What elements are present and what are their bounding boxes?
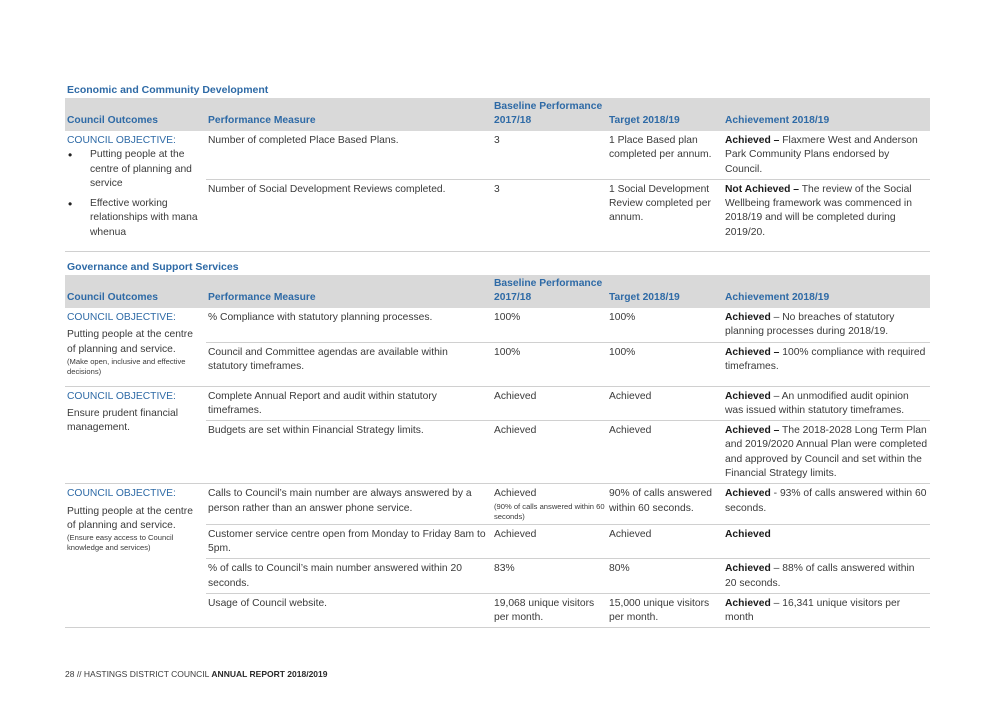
baseline-cell: Achieved [492, 386, 607, 421]
achievement-cell [723, 386, 930, 421]
achievement-cell [723, 593, 930, 628]
header-target: Target 2018/19 [607, 98, 723, 131]
achievement-detail: The review of the Social Wellbeing framework was commenced in 2018/19 and will be completed during 2019/20. [725, 183, 912, 238]
target-cell: 90% of calls answered within 60 seconds. [607, 484, 723, 524]
achievement-cell [723, 131, 930, 179]
target-cell: Achieved [607, 386, 723, 421]
measure-cell: Number of Social Development Reviews completed. [206, 179, 492, 251]
council-outcome-cell [65, 386, 206, 484]
achievement-detail: Flaxmere West and Anderson Park Community Plans endorsed by Council. [725, 135, 918, 175]
measure-cell: Calls to Council’s main number are always answered by a person rather than an answer phone service. [206, 484, 492, 524]
target-cell: 1 Social Development Review completed per annum. [607, 179, 723, 251]
target-cell: 100% [607, 342, 723, 386]
achievement-detail: – 88% of calls answered within 20 seconds. [725, 563, 915, 589]
achievement-status: Achieved – [725, 425, 780, 437]
header-council-outcomes: Council Outcomes [65, 275, 206, 308]
achievement-detail: – 16,341 unique visitors per month [725, 597, 901, 624]
footer-prefix: 28 // HASTINGS DISTRICT COUNCIL [65, 669, 212, 679]
baseline-cell: 3 [492, 131, 607, 179]
header-performance-measure: Performance Measure [206, 275, 492, 308]
target-cell: 1 Place Based plan completed per annum. [607, 131, 723, 179]
measure-cell: Complete Annual Report and audit within statutory timeframes. [206, 386, 492, 421]
header-achievement: Achievement 2018/19 [723, 275, 930, 308]
measure-cell: Council and Committee agendas are available within statutory timeframes. [206, 342, 492, 386]
governance-table [65, 275, 930, 628]
header-target: Target 2018/19 [607, 275, 723, 308]
header-performance-measure: Performance Measure [206, 98, 492, 131]
achievement-status: Achieved [725, 563, 771, 575]
baseline-cell: Achieved [492, 524, 607, 559]
achievement-status: Not Achieved – [725, 183, 800, 195]
economic-table [65, 98, 930, 252]
measure-cell: Usage of Council website. [206, 593, 492, 628]
header-council-outcomes: Council Outcomes [65, 98, 206, 131]
target-cell: 15,000 unique visitors per month. [607, 593, 723, 628]
achievement-cell [723, 179, 930, 251]
objective-note: (Make open, inclusive and effective decisions) [67, 356, 186, 376]
council-outcome-cell [65, 308, 206, 386]
objective-text: Ensure prudent financial management. [67, 407, 179, 434]
bullet-item: • Effective working relationships with mana whenua [87, 197, 204, 240]
achievement-cell [723, 484, 930, 524]
baseline-cell: 3 [492, 179, 607, 251]
achievement-status: Achieved [725, 312, 771, 323]
target-cell: 100% [607, 308, 723, 342]
baseline-cell [492, 484, 607, 524]
footer-report-title: ANNUAL REPORT 2018/2019 [211, 669, 328, 679]
achievement-status: Achieved [725, 528, 771, 540]
achievement-status: Achieved – [725, 346, 780, 358]
achievement-detail: – No breaches of statutory planning processes during 2018/19. [725, 312, 895, 338]
achievement-detail: The 2018-2028 Long Term Plan and 2019/2020 Annual Plan were completed and approved by Council and set within the Financial Strategy limits. [725, 425, 928, 480]
achievement-status: Achieved [725, 488, 771, 500]
council-outcome-cell [65, 484, 206, 628]
achievement-detail: – An unmodified audit opinion was issued within statutory timeframes. [725, 390, 909, 416]
header-baseline: Baseline Performance 2017/18 [492, 275, 607, 308]
achievement-cell [723, 421, 930, 484]
section-title-economic: Economic and Community Development [67, 84, 269, 96]
objective-label: COUNCIL OBJECTIVE: [67, 135, 176, 146]
achievement-status: Achieved – [725, 135, 780, 146]
council-outcome-cell [65, 131, 206, 251]
baseline-cell: Achieved [492, 421, 607, 484]
baseline-cell: 83% [492, 559, 607, 594]
objective-text: Putting people at the centre of planning and service. [67, 329, 193, 355]
header-achievement: Achievement 2018/19 [723, 98, 930, 131]
achievement-cell [723, 342, 930, 386]
achievement-detail: 100% compliance with required timeframes. [725, 346, 926, 372]
baseline-cell: 100% [492, 342, 607, 386]
baseline-cell: 100% [492, 308, 607, 342]
target-cell: Achieved [607, 524, 723, 559]
baseline-value: Achieved [494, 488, 537, 500]
achievement-cell [723, 308, 930, 342]
objective-bullets [67, 148, 204, 240]
bullet-item: • Putting people at the centre of planning and service [87, 148, 204, 191]
target-cell: 80% [607, 559, 723, 594]
measure-cell: % of calls to Council’s main number answered within 20 seconds. [206, 559, 492, 594]
target-cell: Achieved [607, 421, 723, 484]
baseline-note: (90% of calls answered within 60 seconds) [494, 501, 605, 521]
objective-label: COUNCIL OBJECTIVE: [67, 488, 176, 500]
objective-label: COUNCIL OBJECTIVE: [67, 390, 176, 402]
measure-cell: Number of completed Place Based Plans. [206, 131, 492, 179]
achievement-status: Achieved [725, 597, 771, 609]
objective-text: Putting people at the centre of planning and service. [67, 505, 193, 531]
page-footer [65, 669, 327, 679]
achievement-cell [723, 559, 930, 594]
header-baseline: Baseline Performance 2017/18 [492, 98, 607, 131]
section-title-governance: Governance and Support Services [67, 261, 239, 273]
measure-cell: % Compliance with statutory planning processes. [206, 308, 492, 342]
baseline-cell: 19,068 unique visitors per month. [492, 593, 607, 628]
objective-note: (Ensure easy access to Council knowledge and services) [67, 533, 174, 553]
achievement-cell [723, 524, 930, 559]
achievement-detail: - 93% of calls answered within 60 seconds. [725, 488, 927, 514]
objective-label: COUNCIL OBJECTIVE: [67, 312, 176, 323]
measure-cell: Budgets are set within Financial Strategy limits. [206, 421, 492, 484]
achievement-status: Achieved [725, 390, 771, 402]
measure-cell: Customer service centre open from Monday to Friday 8am to 5pm. [206, 524, 492, 559]
